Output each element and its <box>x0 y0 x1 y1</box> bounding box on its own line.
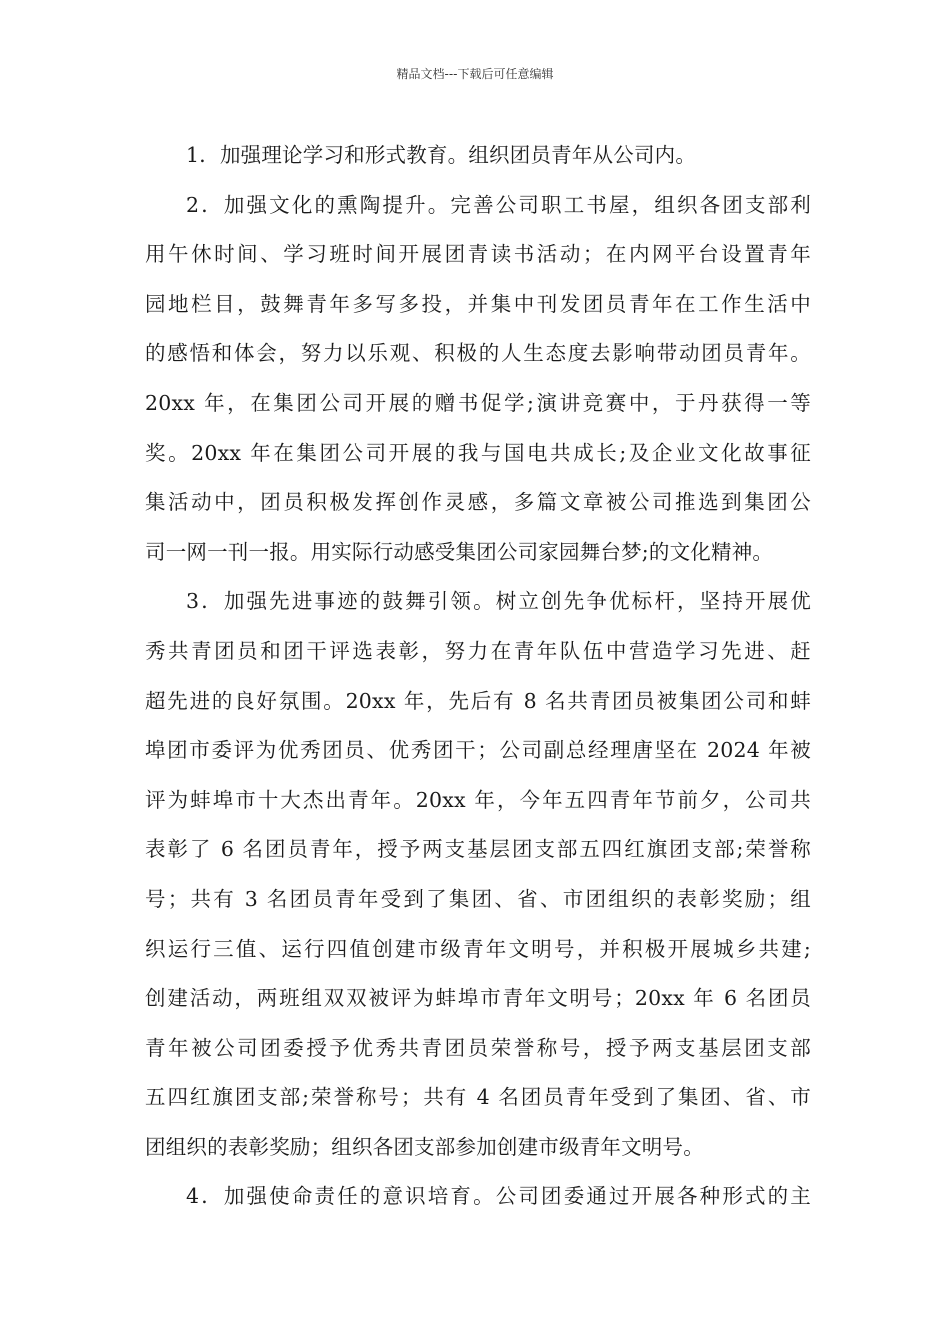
text-line: 4．加强使命责任的意识培育。公司团委通过开展各种形式的主 <box>186 1184 811 1209</box>
page-header: 精品文档---下载后可任意编辑 <box>396 67 554 81</box>
text-line: 评为蚌埠市十大杰出青年。20xx 年，今年五四青年节前夕，公司共 <box>145 787 811 812</box>
text-line: 五四红旗团支部;荣誉称号；共有 4 名团员青年受到了集团、省、市 <box>145 1085 811 1110</box>
text-line: 号；共有 3 名团员青年受到了集团、省、市团组织的表彰奖励；组 <box>145 886 811 911</box>
text-line: 表彰了 6 名团员青年，授予两支基层团支部五四红旗团支部;荣誉称 <box>145 837 811 862</box>
text-line: 集活动中，团员积极发挥创作灵感，多篇文章被公司推选到集团公 <box>145 490 811 515</box>
text-line: 的感悟和体会，努力以乐观、积极的人生态度去影响带动团员青年。 <box>145 341 811 366</box>
text-line: 2．加强文化的熏陶提升。完善公司职工书屋，组织各团支部利 <box>186 192 811 217</box>
text-line: 园地栏目，鼓舞青年多写多投，并集中刊发团员青年在工作生活中 <box>145 291 811 316</box>
text-line: 司一网一刊一报。用实际行动感受集团公司家园舞台梦;的文化精神。 <box>145 539 774 564</box>
text-line: 团组织的表彰奖励；组织各团支部参加创建市级青年文明号。 <box>145 1134 704 1159</box>
text-line: 青年被公司团委授予优秀共青团员荣誉称号，授予两支基层团支部 <box>145 1035 811 1060</box>
text-line: 埠团市委评为优秀团员、优秀团干；公司副总经理唐坚在 2024 年被 <box>145 738 811 763</box>
paragraph-4 <box>145 1172 811 1222</box>
text-line: 奖。20xx 年在集团公司开展的我与国电共成长;及企业文化故事征 <box>145 440 811 465</box>
paragraph-1 <box>145 131 811 181</box>
text-line: 3．加强先进事迹的鼓舞引领。树立创先争优标杆，坚持开展优 <box>186 589 811 614</box>
text-line: 织运行三值、运行四值创建市级青年文明号，并积极开展城乡共建; <box>145 936 811 961</box>
paragraph-3 <box>145 577 811 1172</box>
text-line: 超先进的良好氛围。20xx 年，先后有 8 名共青团员被集团公司和蚌 <box>145 688 811 713</box>
text-line: 秀共青团员和团干评选表彰，努力在青年队伍中营造学习先进、赶 <box>145 638 811 663</box>
paragraph-2 <box>145 181 811 578</box>
text-line: 20xx 年，在集团公司开展的赠书促学;演讲竞赛中，于丹获得一等 <box>145 390 811 415</box>
text-line: 创建活动，两班组双双被评为蚌埠市青年文明号；20xx 年 6 名团员 <box>145 986 811 1011</box>
text-line: 用午休时间、学习班时间开展团青读书活动；在内网平台设置青年 <box>145 242 811 267</box>
document-body <box>145 131 811 1222</box>
text-line: 1．加强理论学习和形式教育。组织团员青年从公司内。 <box>186 143 697 167</box>
